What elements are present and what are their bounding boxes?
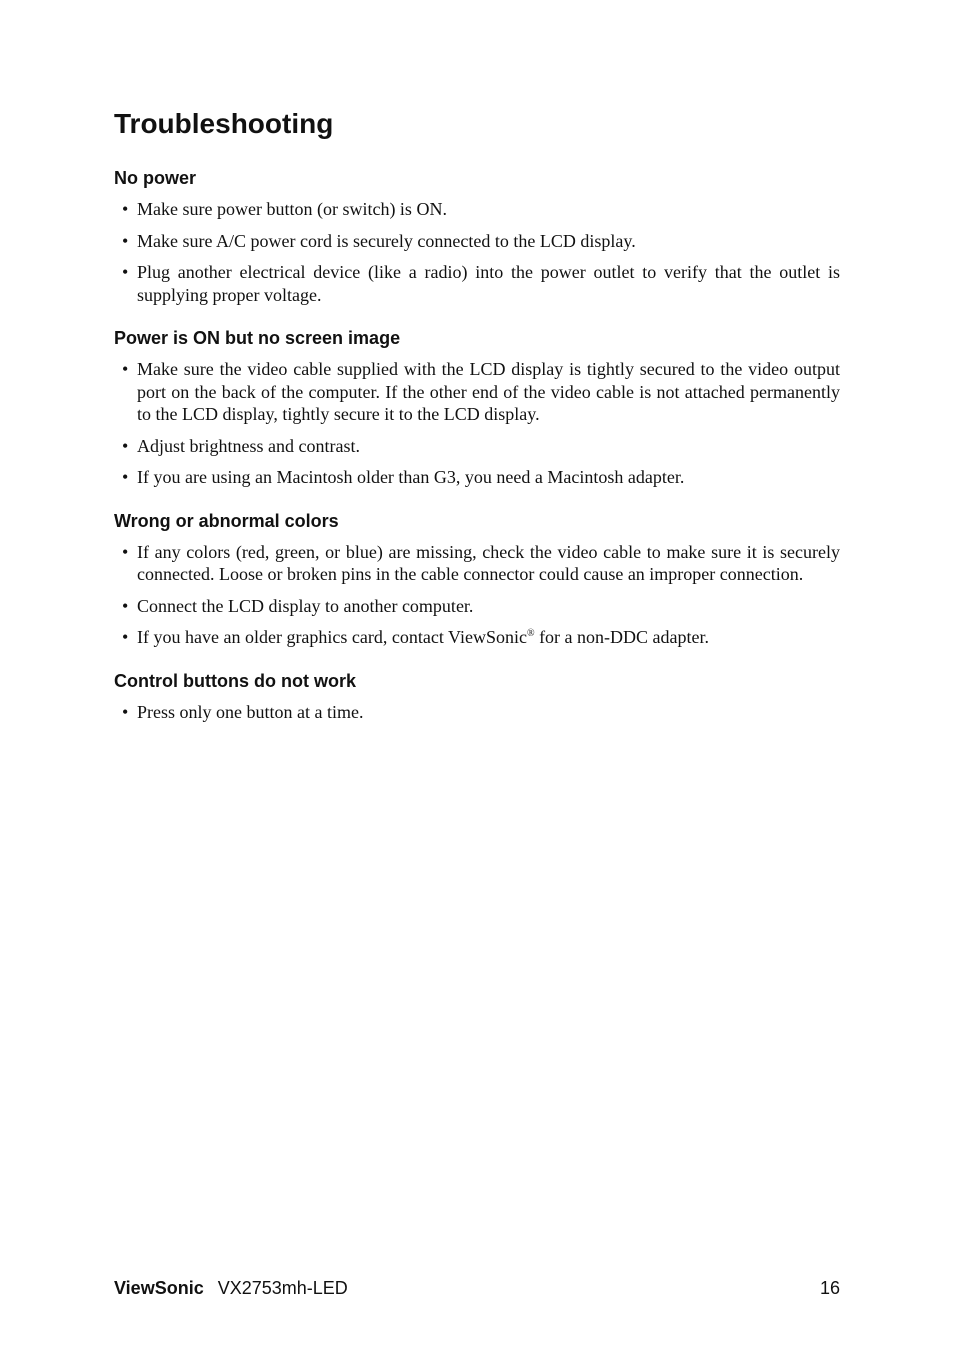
list-item: • Press only one button at a time. (122, 701, 364, 722)
footer-brand: ViewSonic (114, 1278, 204, 1298)
page-title: Troubleshooting (114, 108, 334, 139)
bullet-icon: • (122, 541, 129, 562)
bullet-icon: • (122, 701, 129, 722)
bullet-icon: • (122, 262, 129, 282)
section-heading: Power is ON but no screen image (114, 328, 401, 348)
list-item: • If you are using an Macintosh older than G3, you need a Macintosh adapter. (122, 467, 685, 487)
section-no-screen-image (114, 326, 840, 489)
bullet-list (114, 541, 840, 649)
footer-model: VX2753mh-LED (217, 1278, 348, 1298)
troubleshooting-content (114, 166, 840, 743)
list-item: • Make sure the video cable supplied with the LCD display is tightly secured to the video output port on the back of the computer. If the other end of the video cable is not attached permanently to the LCD display, tightly secure it to the LCD display. (122, 359, 840, 424)
bullet-list (114, 358, 840, 489)
section-no-power (114, 166, 840, 306)
bullet-icon: • (122, 230, 129, 251)
list-item: • Connect the LCD display to another computer. (122, 595, 474, 616)
bullet-icon: • (122, 595, 129, 616)
section-abnormal-colors (114, 509, 840, 649)
list-item: • Make sure A/C power cord is securely connected to the LCD display. (122, 230, 636, 251)
bullet-icon: • (122, 199, 129, 219)
bullet-icon: • (122, 359, 129, 379)
list-item: • Plug another electrical device (like a radio) into the power outlet to verify that the outlet is supplying proper voltage. (122, 262, 840, 305)
list-item: • If you have an older graphics card, contact ViewSonic® for a non-DDC adapter. (122, 627, 710, 647)
list-item: • Adjust brightness and contrast. (122, 435, 360, 456)
page-footer (114, 1276, 840, 1300)
bullet-icon: • (122, 627, 129, 647)
bullet-list (114, 701, 840, 724)
bullet-icon: • (122, 435, 129, 456)
page-number: 16 (819, 1278, 840, 1298)
bullet-icon: • (122, 467, 129, 487)
section-heading: No power (114, 168, 197, 188)
list-item: • Make sure power button (or switch) is ON. (122, 199, 447, 219)
section-control-buttons (114, 669, 840, 724)
section-heading: Wrong or abnormal colors (114, 510, 339, 531)
section-heading: Control buttons do not work (114, 670, 356, 691)
list-item: • If any colors (red, green, or blue) are missing, check the video cable to make sure it is securely connected. Loose or broken pins in the cable connector could cause an improper connection. (122, 541, 840, 584)
bullet-list (114, 198, 840, 306)
